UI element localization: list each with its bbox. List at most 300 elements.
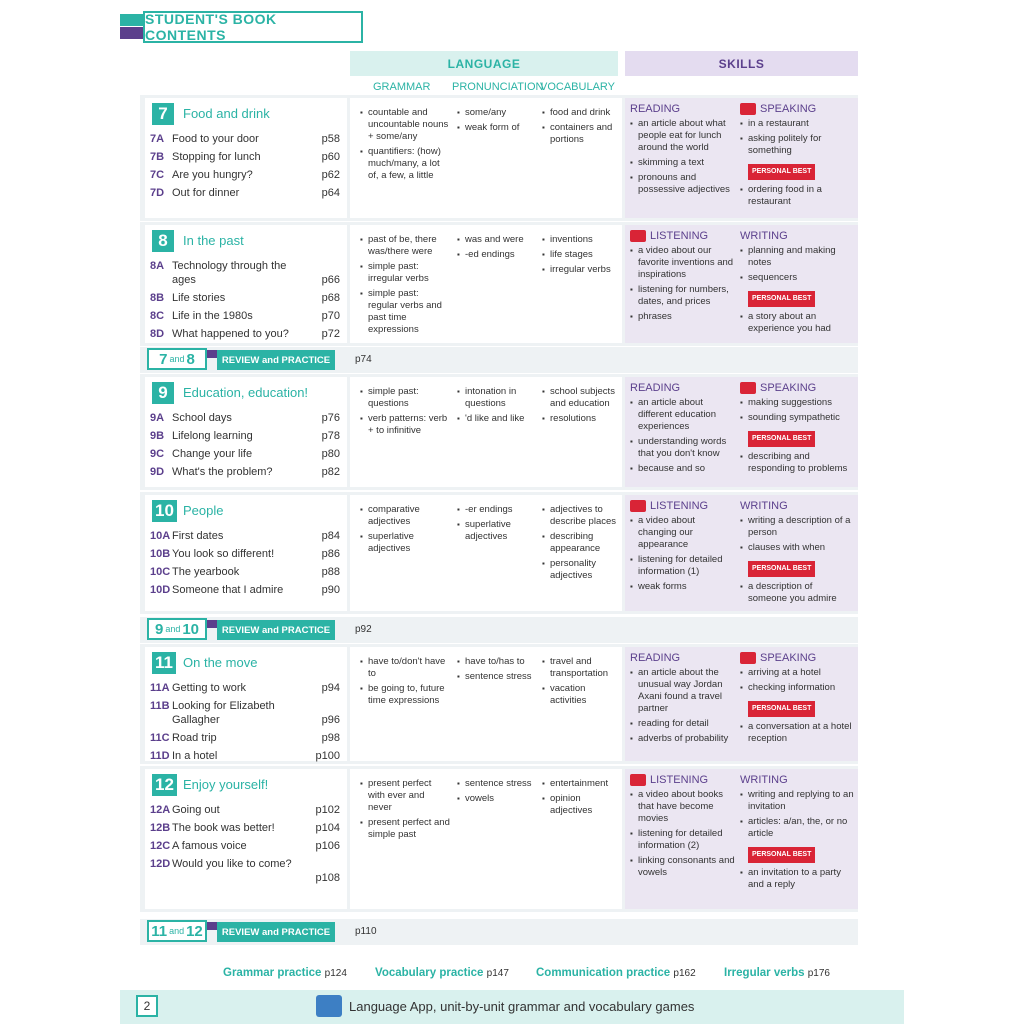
page-title: STUDENT'S BOOK CONTENTS [143,11,363,43]
skill-heading-label: SPEAKING [760,652,817,664]
lesson-page: p100 [315,750,340,762]
lesson-code: 12C [150,840,171,852]
lesson-name: Stopping for lunch [172,151,261,163]
skill-heading [740,774,854,786]
skill-item: ▪ asking politely for something [740,133,854,157]
grammar-item: ▪ simple past: questions [360,386,450,410]
lesson-name: Are you hungry? [172,169,253,181]
unit-row [140,374,858,490]
lesson-name: School days [172,412,232,424]
vocabulary-item: ▪ opinion adjectives [542,793,620,817]
skill-item: ▪ a video about changing our appearance [630,515,736,551]
skill-item: ▪ because and so [630,463,736,475]
grammar-item: ▪ simple past: regular verbs and past time expressions [360,288,450,336]
vocabulary-item: ▪ life stages [542,249,620,261]
lesson-page: p72 [321,328,340,340]
skill-heading-label: LISTENING [650,774,709,786]
skill-item: ▪ sounding sympathetic [740,412,854,424]
lesson-row[interactable] [150,529,340,543]
vocabulary-item: ▪ adjectives to describe places [542,504,620,528]
lesson-row[interactable] [150,681,340,695]
video-icon [740,103,756,115]
lesson-name: Technology through the ages [172,260,287,286]
lesson-page: p90 [321,584,340,596]
grammar-column [360,234,450,339]
skill-heading [630,500,736,512]
lesson-name: Life in the 1980s [172,310,253,322]
skill-heading-label: LISTENING [650,230,709,242]
lesson-row[interactable] [150,547,340,561]
grammar-item: ▪ be going to, future time expressions [360,683,450,707]
unit-lessons-panel [145,647,347,761]
pronunciation-item: ▪ superlative adjectives [457,519,537,543]
pronunciation-item: ▪ some/any [457,107,537,119]
grammar-item: ▪ superlative adjectives [360,531,450,555]
header-accent-purple [120,27,144,39]
lesson-row[interactable] [150,699,340,727]
personal-best-item: ▪ an invitation to a party and a reply [740,867,854,891]
skill-item: ▪ making suggestions [740,397,854,409]
vocabulary-column [542,656,620,710]
language-app-icon [316,995,342,1017]
link-grammar-practice[interactable]: Grammar practice p124 [223,967,347,979]
lesson-name: Change your life [172,448,253,460]
lesson-code: 9A [150,412,165,424]
personal-best-badge: PERSONAL BEST [748,164,815,180]
skill-heading-label: READING [630,103,681,115]
personal-best-badge: PERSONAL BEST [748,701,815,717]
lesson-page: p104 [315,822,340,834]
vocabulary-item: ▪ describing appearance [542,531,620,555]
skill-heading-label: SPEAKING [760,382,817,394]
review-row[interactable] [140,347,858,373]
lesson-code: 7A [150,133,165,145]
grammar-item: ▪ present perfect and simple past [360,817,450,841]
skill-item: ▪ pronouns and possessive adjectives [630,172,736,196]
lesson-page: p76 [321,412,340,424]
vocabulary-item: ▪ school subjects and education [542,386,620,410]
lesson-code: 7B [150,151,165,163]
lesson-name: Road trip [172,732,217,744]
skills-column-1 [630,382,736,478]
header-accent-teal [120,14,144,26]
review-unit-b: 10 [182,620,200,638]
review-and: and [169,354,185,364]
skill-heading-label: READING [630,382,681,394]
lesson-code: 12A [150,804,171,816]
unit-lessons-panel [145,98,347,218]
review-accent [207,350,217,358]
lesson-page: p58 [321,133,340,145]
grammar-item: ▪ past of be, there was/there were [360,234,450,258]
pronunciation-item: ▪ weak form of [457,122,537,134]
lesson-name: Food to your door [172,133,259,145]
unit-title[interactable]: On the move [183,655,258,670]
pronunciation-item: ▪ vowels [457,793,537,805]
lesson-page: p106 [315,840,340,852]
lesson-name: Life stories [172,292,226,304]
language-column-header: LANGUAGE [350,51,618,76]
pronunciation-column [457,778,537,808]
unit-lessons-panel [145,377,347,487]
lesson-page: p78 [321,430,340,442]
lesson-name: What happened to you? [172,328,289,340]
lesson-name: Lifelong learning [172,430,253,442]
lesson-name: Someone that I admire [172,584,284,596]
lesson-page: p94 [321,682,340,694]
grammar-subheader: GRAMMAR [373,81,431,93]
grammar-item: ▪ verb patterns: verb + to infinitive [360,413,450,437]
lesson-page: p82 [321,466,340,478]
review-label: REVIEW and PRACTICE [217,350,335,370]
skills-column-1 [630,500,736,596]
skill-heading-label: WRITING [740,774,788,786]
review-units-badge [147,348,207,370]
vocabulary-item: ▪ inventions [542,234,620,246]
skill-item: ▪ skimming a text [630,157,736,169]
skill-heading [740,500,854,512]
review-and: and [165,624,181,634]
pronunciation-subheader: PRONUNCIATION [452,81,544,93]
video-icon [740,382,756,394]
skill-heading [630,103,736,115]
review-label: REVIEW and PRACTICE [217,620,335,640]
lesson-name: Out for dinner [172,187,240,199]
review-accent [207,922,217,930]
unit-title[interactable]: Education, education! [183,385,309,400]
lesson-name: Getting to work [172,682,246,694]
lesson-code: 9C [150,448,165,460]
pronunciation-item: ▪ 'd like and like [457,413,537,425]
lesson-page: p64 [321,187,340,199]
review-unit-a: 7 [159,350,168,368]
lesson-code: 9B [150,430,165,442]
grammar-column [360,386,450,440]
page-number: 2 [136,995,158,1017]
unit-number: 8 [152,230,174,252]
skill-item: ▪ arriving at a hotel [740,667,854,679]
skill-heading [740,382,854,394]
vocabulary-column [542,504,620,585]
review-unit-a: 9 [154,620,164,638]
lesson-code: 10B [150,548,171,560]
lesson-row[interactable] [150,168,340,182]
unit-lessons-panel [145,495,347,611]
skill-item: ▪ clauses with when [740,542,854,554]
unit-number: 10 [152,500,177,522]
grammar-column [360,778,450,844]
lesson-name: A famous voice [172,840,247,852]
lesson-code: 8C [150,310,165,322]
lesson-code: 7C [150,169,165,181]
review-accent [207,620,217,628]
lesson-page: p108 [315,872,340,884]
skill-item: ▪ adverbs of probability [630,733,736,745]
lesson-row[interactable] [150,291,340,305]
skill-item: ▪ checking information [740,682,854,694]
personal-best-item: ▪ describing and responding to problems [740,451,854,475]
personal-best-item: ▪ ordering food in a restaurant [740,184,854,208]
skill-heading [740,652,854,664]
video-icon [630,230,646,242]
skill-heading-label: SPEAKING [760,103,817,115]
grammar-column [360,107,450,185]
personal-best-item: ▪ a conversation at a hotel reception [740,721,854,745]
unit-row [140,492,858,614]
lesson-row[interactable] [150,186,340,200]
grammar-item: ▪ quantifiers: (how) much/many, a lot of, a few, a little [360,146,450,182]
unit-number: 12 [152,774,177,796]
vocabulary-subheader: VOCABULARY [540,81,615,93]
review-row[interactable] [140,617,858,643]
skill-item: ▪ listening for numbers, dates, and prices [630,284,736,308]
lesson-row[interactable] [150,309,340,323]
lesson-page: p98 [321,732,340,744]
lesson-row[interactable] [150,583,340,597]
skill-item: ▪ sequencers [740,272,854,284]
lesson-row[interactable] [150,839,340,853]
skills-column-2 [740,103,854,211]
lesson-page: p60 [321,151,340,163]
pronunciation-item: ▪ sentence stress [457,778,537,790]
review-row[interactable] [140,919,858,945]
skill-heading-label: READING [630,652,681,664]
unit-number: 11 [152,652,176,674]
skills-column-1 [630,652,736,748]
skills-column-header: SKILLS [625,51,858,76]
lesson-code: 10A [150,530,171,542]
grammar-column [360,504,450,558]
vocabulary-column [542,386,620,428]
pronunciation-item: ▪ was and were [457,234,537,246]
pronunciation-column [457,656,537,686]
lesson-code: 10D [150,584,171,596]
lesson-code: 10C [150,566,171,578]
lesson-row[interactable] [150,565,340,579]
grammar-item: ▪ comparative adjectives [360,504,450,528]
pronunciation-item: ▪ -er endings [457,504,537,516]
lesson-name: The yearbook [172,566,240,578]
vocabulary-item: ▪ vacation activities [542,683,620,707]
lesson-name: Looking for Elizabeth Gallagher [172,700,275,726]
lesson-name: First dates [172,530,224,542]
skill-item: ▪ phrases [630,311,736,323]
skills-column-2 [740,774,854,894]
grammar-item: ▪ simple past: irregular verbs [360,261,450,285]
skill-item: ▪ writing a description of a person [740,515,854,539]
lesson-code: 8B [150,292,165,304]
skill-heading-label: WRITING [740,230,788,242]
unit-number: 7 [152,103,174,125]
skill-item: ▪ an article about the unusual way Jordan Axani found a travel partner [630,667,736,715]
skill-item: ▪ understanding words that you don't know [630,436,736,460]
video-icon [630,774,646,786]
skill-heading-label: WRITING [740,500,788,512]
pronunciation-item: ▪ -ed endings [457,249,537,261]
link-irregular-verbs[interactable]: Irregular verbs p176 [724,967,830,979]
unit-title[interactable]: Enjoy yourself! [183,777,269,792]
lesson-row[interactable] [150,447,340,461]
vocabulary-item: ▪ resolutions [542,413,620,425]
skills-column-1 [630,774,736,882]
unit-row [140,644,858,764]
skill-item: ▪ a video about our favorite inventions and inspirations [630,245,736,281]
skills-column-2 [740,382,854,478]
video-icon [740,652,756,664]
lesson-page: p84 [321,530,340,542]
skill-item: ▪ listening for detailed information (2) [630,828,736,852]
pronunciation-item: ▪ sentence stress [457,671,537,683]
skill-item: ▪ a video about books that have become movies [630,789,736,825]
lesson-row[interactable] [150,411,340,425]
link-communication-practice[interactable]: Communication practice p162 [536,967,696,979]
lesson-row[interactable] [150,803,340,817]
personal-best-badge: PERSONAL BEST [748,291,815,307]
pronunciation-item: ▪ intonation in questions [457,386,537,410]
personal-best-item: ▪ a story about an experience you had [740,311,854,335]
lesson-row[interactable] [150,821,340,835]
skill-heading [630,652,736,664]
skill-item: ▪ articles: a/an, the, or no article [740,816,854,840]
vocabulary-column [542,234,620,279]
link-vocabulary-practice[interactable]: Vocabulary practice p147 [375,967,509,979]
skill-item: ▪ linking consonants and vowels [630,855,736,879]
personal-best-badge: PERSONAL BEST [748,847,815,863]
vocabulary-item: ▪ containers and portions [542,122,620,146]
unit-number: 9 [152,382,174,404]
skills-column-1 [630,103,736,199]
unit-row [140,95,858,221]
lesson-code: 7D [150,187,165,199]
vocabulary-item: ▪ irregular verbs [542,264,620,276]
unit-row [140,766,858,912]
lesson-row[interactable] [150,465,340,479]
skill-item: ▪ weak forms [630,581,736,593]
lesson-code: 12D [150,858,171,870]
unit-title[interactable]: People [183,503,224,518]
footer-app-text: Language App, unit-by-unit grammar and vocabulary games [349,999,695,1014]
vocabulary-item: ▪ food and drink [542,107,620,119]
pronunciation-column [457,504,537,546]
review-units-badge [147,920,207,942]
lesson-name: What's the problem? [172,466,273,478]
skill-heading [630,382,736,394]
skill-heading [630,230,736,242]
grammar-item: ▪ have to/don't have to [360,656,450,680]
vocabulary-column [542,778,620,820]
skills-column-2 [740,500,854,608]
lesson-row[interactable] [150,731,340,745]
unit-lessons-panel [145,769,347,909]
lesson-code: 11C [150,732,170,744]
vocabulary-item: ▪ personality adjectives [542,558,620,582]
vocabulary-item: ▪ entertainment [542,778,620,790]
pronunciation-item: ▪ have to/has to [457,656,537,668]
review-unit-a: 11 [151,922,168,940]
lesson-name: In a hotel [172,750,218,762]
skill-item: ▪ planning and making notes [740,245,854,269]
lesson-page: p70 [321,310,340,322]
unit-lessons-panel [145,225,347,343]
lesson-name: The book was better! [172,822,275,834]
pronunciation-column [457,234,537,264]
lesson-row[interactable] [150,132,340,146]
lesson-row[interactable] [150,259,340,287]
unit-title[interactable]: Food and drink [183,106,270,121]
lesson-name: You look so different! [172,548,275,560]
review-page: p74 [355,354,372,365]
lesson-page: p66 [321,274,340,286]
lesson-code: 9D [150,466,165,478]
unit-title[interactable]: In the past [183,233,244,248]
lesson-page: p86 [321,548,340,560]
lesson-row[interactable] [150,429,340,443]
lesson-code: 11A [150,682,170,694]
vocabulary-item: ▪ travel and transportation [542,656,620,680]
unit-row [140,222,858,346]
lesson-page: p80 [321,448,340,460]
pronunciation-column [457,107,537,137]
skill-item: ▪ writing and replying to an invitation [740,789,854,813]
skill-heading [740,103,854,115]
lesson-page: p102 [315,804,340,816]
skill-item: ▪ in a restaurant [740,118,854,130]
review-page: p92 [355,624,372,635]
grammar-item: ▪ countable and uncountable nouns + some/any [360,107,450,143]
skills-column-2 [740,230,854,338]
lesson-name: Going out [172,804,220,816]
lesson-row[interactable] [150,150,340,164]
lesson-page: p88 [321,566,340,578]
skill-item: ▪ an article about what people eat for lunch around the world [630,118,736,154]
review-and: and [169,926,185,936]
personal-best-item: ▪ a description of someone you admire [740,581,854,605]
skills-column-2 [740,652,854,748]
skill-item: ▪ an article about different education experiences [630,397,736,433]
review-unit-b: 8 [186,350,195,368]
footer-bar [120,990,904,1024]
lesson-code: 12B [150,822,171,834]
lesson-code: 8A [150,260,165,272]
review-units-badge [147,618,207,640]
skill-heading [740,230,854,242]
personal-best-badge: PERSONAL BEST [748,561,815,577]
grammar-column [360,656,450,710]
lesson-row[interactable] [150,857,340,885]
skill-heading [630,774,736,786]
pronunciation-column [457,386,537,428]
skill-item: ▪ reading for detail [630,718,736,730]
lesson-code: 11D [150,750,170,762]
skills-column-1 [630,230,736,326]
lesson-row[interactable] [150,749,340,763]
lesson-page: p96 [321,714,340,726]
video-icon [630,500,646,512]
personal-best-badge: PERSONAL BEST [748,431,815,447]
skill-item: ▪ listening for detailed information (1) [630,554,736,578]
skill-heading-label: LISTENING [650,500,709,512]
lesson-code: 8D [150,328,165,340]
review-unit-b: 12 [186,922,203,940]
review-page: p110 [355,926,377,937]
lesson-page: p62 [321,169,340,181]
review-label: REVIEW and PRACTICE [217,922,335,942]
lesson-name: Would you like to come? [172,858,292,870]
lesson-row[interactable] [150,327,340,341]
lesson-page: p68 [321,292,340,304]
vocabulary-column [542,107,620,149]
grammar-item: ▪ present perfect with ever and never [360,778,450,814]
